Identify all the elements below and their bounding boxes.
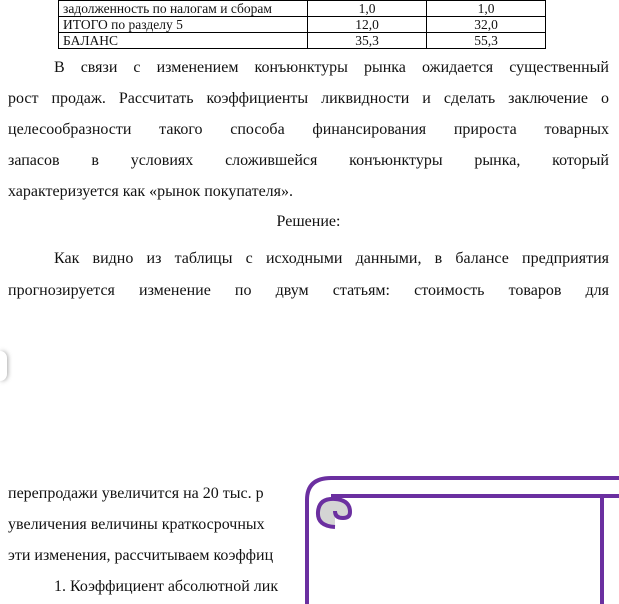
table-row — [59, 33, 546, 49]
row-value-2: 55,3 — [427, 33, 546, 49]
row-value-1: 35,3 — [308, 33, 427, 49]
task-line: рост продаж. Рассчитать коэффициенты ликвидности и сделать заключение о — [8, 90, 609, 107]
row-value-1: 1,0 — [308, 1, 427, 17]
task-line: характеризуется как «рынок покупателя». — [8, 183, 294, 200]
balance-table — [58, 0, 546, 49]
task-line: В связи с изменением конъюнктуры рынка ожидается существенный — [54, 59, 609, 76]
row-label: ИТОГО по разделу 5 — [59, 17, 308, 33]
task-line: целесообразности такого способа финансирования прироста товарных — [8, 121, 609, 138]
continued-line: 1. Коэффициент абсолютной лик — [54, 578, 279, 595]
row-value-2: 32,0 — [427, 17, 546, 33]
scroll-popup[interactable] — [305, 474, 619, 604]
continued-line: эти изменения, рассчитываем коэффиц — [8, 547, 274, 564]
task-line: запасов в условиях сложившейся конъюнктуры рынка, который — [8, 152, 609, 169]
table-row — [59, 1, 546, 17]
solution-heading: Решение: — [276, 213, 341, 230]
row-value-2: 1,0 — [427, 1, 546, 17]
continued-line: перепродажи увеличится на 20 тыс. р — [8, 485, 264, 502]
side-panel-handle[interactable] — [0, 351, 7, 381]
row-value-1: 12,0 — [308, 17, 427, 33]
table-row — [59, 17, 546, 33]
row-label: БАЛАНС — [59, 33, 308, 49]
solution-line: Как видно из таблицы с исходными данными, в балансе предприятия — [54, 250, 609, 267]
row-label: задолженность по налогам и сборам — [59, 1, 308, 17]
continued-line: увеличения величины краткосрочных — [8, 516, 265, 533]
scroll-shape-icon — [305, 474, 619, 604]
solution-line: прогнозируется изменение по двум статьям: стоимость товаров для — [8, 282, 609, 299]
